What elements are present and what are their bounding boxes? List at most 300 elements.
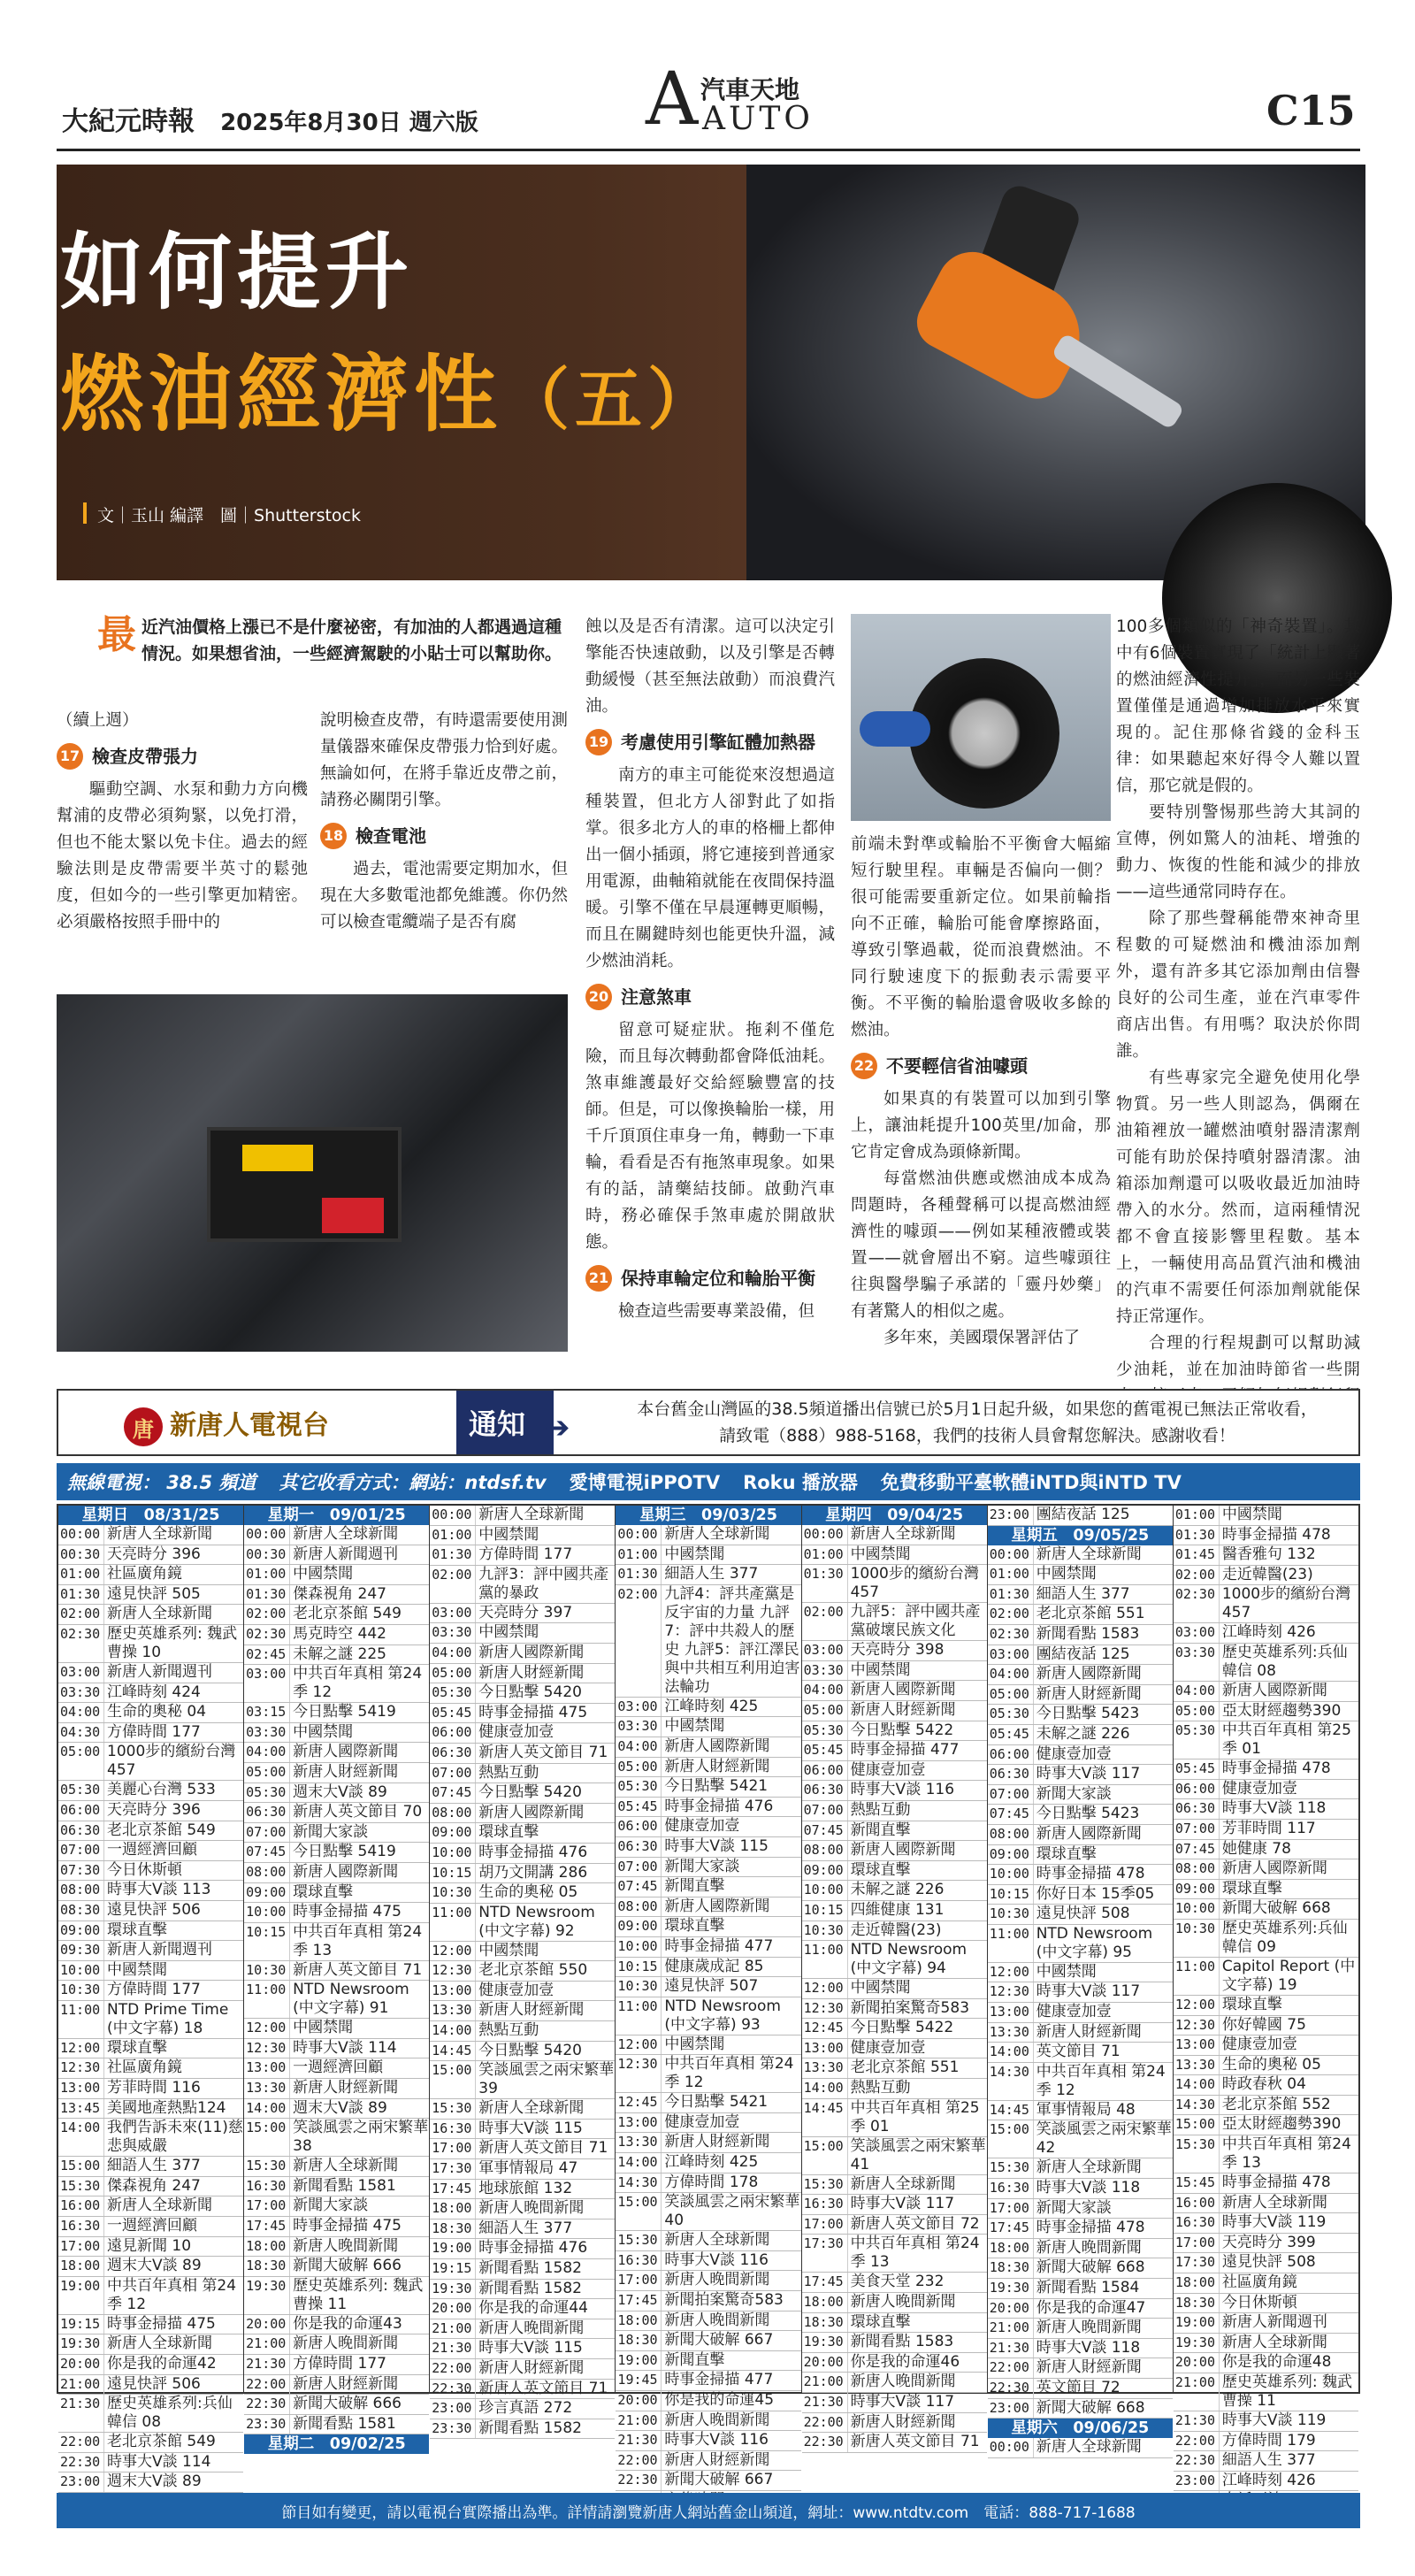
schedule-row [430, 1961, 615, 1982]
schedule-program: 新唐人國際新聞 [1221, 1681, 1327, 1699]
schedule-row [430, 2239, 615, 2259]
schedule-row [58, 2257, 243, 2277]
schedule-program: 新聞大破解 666 [293, 2395, 402, 2413]
schedule-time: 15:30 [430, 2099, 476, 2119]
schedule-program: 新唐人全球新聞 [664, 1525, 770, 1543]
schedule-row [988, 2319, 1173, 2339]
schedule-time: 05:30 [616, 1777, 662, 1797]
schedule-row [802, 2175, 987, 2196]
schedule-row [430, 2001, 615, 2021]
schedule-time: 23:30 [430, 2419, 476, 2439]
schedule-program: 今日點擊 5423 [1036, 1805, 1140, 1823]
schedule-row [430, 1644, 615, 1664]
schedule-time: 01:30 [802, 1565, 848, 1602]
schedule-time: 00:30 [58, 1545, 104, 1565]
schedule-time: 18:00 [58, 2257, 104, 2276]
schedule-time: 12:30 [430, 1961, 476, 1981]
schedule-time: 04:00 [1174, 1682, 1220, 1701]
schedule-time: 18:00 [616, 2312, 662, 2331]
schedule-program: 一週經濟回顧 [107, 2217, 197, 2235]
schedule-time: 06:30 [244, 1803, 290, 1822]
schedule-row [58, 2315, 243, 2335]
schedule-program: 新唐人財經新聞 [293, 2079, 399, 2097]
schedule-program: 軍事情報局 47 [478, 2159, 578, 2178]
schedule-time: 12:30 [58, 2058, 104, 2078]
schedule-time: 07:45 [430, 1783, 476, 1803]
schedule-row [1174, 1820, 1358, 1840]
schedule-program: 環球直擊 [1221, 1995, 1282, 2013]
schedule-time: 21:30 [430, 2339, 476, 2358]
schedule-row [1174, 1880, 1358, 1900]
schedule-time: 08:00 [244, 1863, 290, 1882]
schedule-program: 新唐人國際新聞 [1221, 1859, 1327, 1878]
schedule-time: 16:30 [430, 2120, 476, 2139]
schedule-row [244, 1665, 429, 1703]
schedule-program: 新唐人國際新聞 [478, 1643, 585, 1661]
schedule-row [430, 2159, 615, 2180]
ntd-seal-icon: 唐 [124, 1407, 163, 1446]
column-3 [585, 614, 835, 1325]
schedule-time: 04:30 [58, 1723, 104, 1743]
schedule-program: 健康壹加壹 [850, 2038, 926, 2057]
schedule-time: 03:30 [802, 1661, 848, 1681]
schedule-row [802, 2293, 987, 2313]
schedule-time: 18:30 [988, 2258, 1034, 2278]
schedule-program: 健康壹加壹 [850, 1760, 926, 1779]
schedule-time: 10:30 [58, 1981, 104, 2000]
schedule-time: 12:30 [244, 2039, 290, 2058]
schedule-time: 10:15 [802, 1901, 848, 1920]
notice-line2: 請致電（888）988-5168，我們的技術人員會幫您解決。感謝收看！ [719, 1426, 1235, 1445]
schedule-row [1174, 2432, 1358, 2452]
schedule-time: 21:30 [244, 2355, 290, 2374]
schedule-program: 江峰時刻 426 [1221, 1623, 1316, 1642]
schedule-row [802, 1979, 987, 1999]
schedule-row [1174, 2096, 1358, 2116]
schedule-row [430, 2359, 615, 2380]
schedule-row [616, 1997, 800, 2036]
schedule-program: 笑談風雲之兩宋繁華 42 [1036, 2120, 1172, 2158]
schedule-time: 00:00 [988, 1545, 1034, 1565]
schedule-time: 05:30 [988, 1705, 1034, 1724]
schedule-program: 新聞看點 1582 [478, 2419, 582, 2437]
schedule-program: 新唐人英文節目 71 [293, 1960, 423, 1979]
schedule-program: 新聞直擊 [850, 1821, 911, 1839]
schedule-row [616, 1737, 800, 1758]
section-20-body: 留意可疑症狀。拖剎不僅危險，而且每次轉動都會降低油耗。煞車維護最好交給經驗豐富的技師。但是，可以像換輪胎一樣，用千斤頂頂住車身一角，轉動一下車輪，看看是否有拖煞車現象。如果有的話，請藥結技師。啟動汽車時，務必確保手煞車處於開啟狀態。 [585, 1021, 835, 1252]
schedule-time: 05:00 [244, 1763, 290, 1782]
schedule-time: 14:00 [802, 2079, 848, 2098]
schedule-row [802, 2313, 987, 2334]
schedule-row [58, 2039, 243, 2059]
schedule-time: 11:00 [988, 1925, 1034, 1962]
schedule-program: 新唐人財經新聞 [850, 1700, 956, 1719]
schedule-column [244, 1506, 430, 2454]
schedule-time: 13:00 [58, 2079, 104, 2098]
schedule-row [616, 2055, 800, 2093]
schedule-row [430, 1723, 615, 1744]
schedule-program: 時事大V談 118 [1036, 2338, 1141, 2357]
schedule-program: 江峰時刻 426 [1221, 2471, 1316, 2489]
schedule-row [1174, 1721, 1358, 1760]
schedule-time: 02:00 [58, 1605, 104, 1624]
schedule-program: 健康壹加壹 [664, 2112, 740, 2131]
schedule-row [1174, 1920, 1358, 1958]
schedule-time: 12:00 [988, 1963, 1034, 1982]
schedule-time: 13:30 [802, 2058, 848, 2078]
schedule-time: 23:00 [1174, 2472, 1220, 2491]
schedule-program: 環球直擊 [664, 1917, 725, 1936]
schedule-program: 新唐人全球新聞 [107, 1605, 212, 1623]
schedule-time: 22:30 [802, 2433, 848, 2452]
schedule-row [1174, 2253, 1358, 2273]
schedule-time: 02:45 [244, 1645, 290, 1665]
schedule-program: 中國禁聞 [478, 1525, 539, 1544]
schedule-row [58, 2099, 243, 2120]
schedule-row [802, 2273, 987, 2293]
schedule-row [244, 1823, 429, 1844]
schedule-row [1174, 2135, 1358, 2174]
schedule-program: 今日點擊 5420 [478, 1783, 582, 1802]
schedule-program: 天亮時分 396 [107, 1800, 201, 1819]
credit-bar [83, 502, 87, 524]
schedule-row [616, 1958, 800, 1978]
schedule-row [616, 2093, 800, 2113]
section-17-title: 檢查皮帶張力 [92, 746, 198, 767]
schedule-time: 21:00 [58, 2375, 104, 2395]
schedule-program: 遠見快評 505 [107, 1584, 201, 1603]
schedule-row [430, 2419, 615, 2440]
section-19-title: 考慮使用引擎缸體加熱器 [621, 732, 815, 753]
schedule-time: 22:00 [988, 2358, 1034, 2378]
schedule-row [616, 2451, 800, 2472]
schedule-row [616, 2351, 800, 2372]
schedule-row [616, 2431, 800, 2451]
schedule-program: 新唐人財經新聞 [664, 2450, 770, 2469]
schedule-program: 新唐人晚間新聞 [664, 2411, 770, 2429]
schedule-row [988, 1745, 1173, 1766]
schedule-time: 04:00 [244, 1743, 290, 1762]
schedule-row [616, 1837, 800, 1858]
schedule-column [988, 1506, 1174, 2457]
schedule-row [58, 2433, 243, 2453]
schedule-row [802, 1525, 987, 1545]
schedule-time: 10:15 [244, 1923, 290, 1960]
schedule-row [802, 2393, 987, 2413]
schedule-program: 新聞看點 1581 [293, 2176, 396, 2195]
schedule-row [430, 2299, 615, 2319]
lead-dropcap: 最 [97, 612, 136, 657]
schedule-row [1174, 1545, 1358, 1566]
schedule-row [430, 2220, 615, 2240]
schedule-program: 週末大V談 89 [107, 2257, 202, 2275]
schedule-time: 19:30 [1174, 2334, 1220, 2353]
schedule-row [58, 1801, 243, 1821]
schedule-time: 14:00 [616, 2153, 662, 2173]
schedule-row [430, 1942, 615, 1962]
schedule-row [616, 1917, 800, 1937]
schedule-program: 你是我的命運47 [1036, 2298, 1146, 2317]
schedule-time: 10:00 [430, 1844, 476, 1863]
schedule-program: 方偉時間 177 [107, 1722, 201, 1741]
schedule-program: 時事金掃描 477 [850, 1741, 960, 1760]
schedule-time: 10:00 [802, 1881, 848, 1900]
column-3-top: 蝕以及是否有清潔。這可以決定引擎能否快速啟動，以及引擎是否轉動緩慢（甚至無法啟動）而浪費汽油。 [585, 617, 835, 716]
schedule-row [244, 2237, 429, 2258]
schedule-time: 21:30 [616, 2431, 662, 2450]
schedule-row [988, 1585, 1173, 1606]
ntd-logo [124, 1403, 329, 1446]
continued-note: （續上週） [57, 711, 139, 730]
schedule-program: 團結夜話 125 [1036, 1506, 1130, 1523]
schedule-program: 中國禁聞 [850, 1545, 911, 1563]
schedule-program: 新聞直擊 [664, 1877, 725, 1896]
schedule-row [802, 2195, 987, 2215]
schedule-program: 芳菲時間 116 [107, 2079, 201, 2097]
schedule-row [430, 2042, 615, 2062]
schedule-program: 新聞拍案驚奇583 [850, 1998, 970, 2017]
schedule-row [988, 1825, 1173, 1845]
column-5 [1116, 614, 1360, 1437]
column-2 [320, 708, 568, 936]
schedule-time: 11:00 [802, 1941, 848, 1978]
schedule-program: 新聞看點 1584 [1036, 2279, 1140, 2296]
schedule-time: 15:30 [1174, 2135, 1220, 2173]
schedule-row [616, 1777, 800, 1798]
schedule-program: 1000步的繽紛台灣 457 [1221, 1585, 1351, 1622]
schedule-time: 16:30 [616, 2251, 662, 2271]
masthead [62, 99, 478, 138]
notice-text [601, 1396, 1353, 1449]
schedule-time: 22:00 [244, 2375, 290, 2395]
column-4-body: 前端未對準或輪胎不平衡會大幅縮短行駛里程。車輛是否偏向一側？很可能需要重新定位。如果前輪指向不正確，輪胎可能會摩擦路面，導致引擎過載，從而浪費燃油。不同行駛速度下的振動表示需要平衡。不平衡的輪胎還會吸收多餘的燃油。 [851, 835, 1111, 1039]
schedule-program: 新唐人晚間新聞 [293, 2334, 399, 2353]
schedule-time: 03:00 [430, 1604, 476, 1623]
schedule-time: 12:45 [802, 2019, 848, 2038]
schedule-row [430, 1783, 615, 1804]
schedule-program: 遠見快評 508 [1036, 1905, 1130, 1923]
schedule-column [1174, 1506, 1358, 2489]
schedule-program: 遠見新聞 10 [107, 2236, 192, 2255]
schedule-time: 23:00 [988, 2399, 1034, 2419]
schedule-time: 18:00 [802, 2293, 848, 2312]
schedule-program: 新唐人晚間新聞 [664, 2311, 770, 2329]
schedule-row [1174, 1958, 1358, 1996]
page-number: C15 [1266, 87, 1356, 134]
schedule-program: 方偉時間 177 [293, 2355, 386, 2373]
schedule-time: 09:00 [802, 1861, 848, 1881]
schedule-row [616, 1977, 800, 1997]
schedule-program: 新唐人新聞週刊 [1221, 2313, 1327, 2332]
schedule-row [988, 1565, 1173, 1585]
column-1-body [57, 708, 308, 936]
schedule-program: 環球直擊 [1036, 1844, 1097, 1863]
schedule-program: 老北京茶館 551 [1036, 1605, 1145, 1623]
schedule-program: 新唐人國際新聞 [1036, 1665, 1142, 1683]
schedule-program: 九評3：評中國共產黨的暴政 [478, 1565, 609, 1602]
schedule-program: 一週經濟回顧 [107, 1841, 197, 1859]
schedule-time: 00:00 [988, 2438, 1034, 2457]
schedule-program: 九評4：評共產黨是反宇宙的力量 九評7：評中共殺人的歷史 九評5：評江澤民與中共相互利用迫害法輪功 [664, 1584, 800, 1696]
schedule-program: 馬克時空 442 [293, 1624, 386, 1643]
schedule-row [988, 2258, 1173, 2279]
section-21-heading [585, 1265, 835, 1292]
schedule-time: 03:00 [802, 1641, 848, 1660]
schedule-row [1174, 1840, 1358, 1860]
schedule-program: 時事大V談 114 [107, 2452, 211, 2471]
schedule-row [802, 1565, 987, 1603]
schedule-time: 17:30 [1174, 2253, 1220, 2273]
schedule-program: 珍言真語 272 [478, 2399, 573, 2418]
schedule-time: 19:30 [430, 2280, 476, 2299]
schedule-row [430, 1864, 615, 1884]
schedule-time: 10:00 [1174, 1899, 1220, 1919]
schedule-time: 06:30 [430, 1744, 476, 1763]
schedule-time: 14:45 [802, 2099, 848, 2136]
schedule-program: 老北京茶館 549 [107, 2433, 216, 2451]
schedule-program: 時事金掃描 476 [478, 1843, 588, 1861]
schedule-time: 05:30 [1174, 1721, 1220, 1759]
schedule-row [430, 1744, 615, 1764]
schedule-program: 新唐人全球新聞 [1221, 2333, 1327, 2351]
schedule-program: 今日休斯頓 [107, 1860, 182, 1879]
schedule-program: 新唐人晚間新聞 [664, 2271, 770, 2289]
schedule-time: 01:45 [1174, 1545, 1220, 1565]
schedule-program: 熱點互動 [850, 1800, 911, 1819]
schedule-row [430, 2180, 615, 2200]
schedule-row [58, 1525, 243, 1545]
schedule-program: 中共百年真相 第24季 12 [1036, 2062, 1166, 2099]
schedule-row [1174, 1799, 1358, 1820]
channel-number: 無線電視： 38.5 頻道 [67, 1472, 256, 1493]
schedule-time: 05:30 [430, 1683, 476, 1703]
schedule-program: 新唐人全球新聞 [293, 1525, 399, 1543]
schedule-program: 時事大V談 115 [664, 1836, 769, 1855]
schedule-program: 新唐人國際新聞 [664, 1736, 770, 1755]
schedule-program: 時事金掃描 475 [107, 2314, 216, 2333]
schedule-time: 11:00 [616, 1997, 662, 2035]
schedule-time: 12:00 [1174, 1996, 1220, 2015]
schedule-row [1174, 1780, 1358, 1800]
schedule-row [430, 1566, 615, 1604]
schedule-time: 01:00 [802, 1545, 848, 1565]
schedule-program: 醫香雅句 132 [1221, 1545, 1316, 1564]
schedule-program: 新聞大家談 [664, 1857, 740, 1875]
schedule-time: 21:00 [988, 2319, 1034, 2338]
schedule-program: 時政春秋 04 [1221, 2075, 1306, 2094]
schedule-program: NTD Newsroom (中文字幕) 92 [478, 1903, 595, 1940]
schedule-row [988, 1625, 1173, 1645]
schedule-row [988, 1905, 1173, 1925]
schedule-time: 08:00 [58, 1881, 104, 1900]
column-5-body2: 要特別警惕那些誇大其詞的宣傳，例如驚人的油耗、增強的動力、恢復的性能和減少的排放——這些通常同時存在。 [1116, 803, 1360, 901]
schedule-time: 08:00 [430, 1804, 476, 1823]
schedule-program: 週末大V談 89 [293, 2098, 387, 2117]
schedule-program: 歷史英雄系列:兵仙韓信 08 [1221, 1643, 1348, 1680]
schedule-time: 07:45 [802, 1821, 848, 1841]
schedule-time: 21:30 [1174, 2411, 1220, 2431]
schedule-program: 時事金掃描 475 [293, 1903, 402, 1921]
schedule-row [430, 2021, 615, 2042]
schedule-row [802, 1641, 987, 1661]
schedule-time: 00:00 [244, 1525, 290, 1545]
schedule-program: 生命的奧秘 04 [107, 1703, 207, 1721]
schedule-time: 07:45 [1174, 1840, 1220, 1859]
section-18-heading [320, 823, 568, 849]
section-logo [646, 55, 867, 143]
schedule-time: 14:00 [58, 2119, 104, 2156]
schedule-row [616, 2312, 800, 2332]
schedule-program: 時事大V談 117 [1036, 1982, 1141, 2001]
column-5-body3: 除了那些聲稱能帶來神奇里程數的可疑燃油和機油添加劑外，還有許多其它添加劑由信譽良好的公司生產，並在汽車零件商店出售。有用嗎？取決於你問誰。 [1116, 909, 1360, 1061]
schedule-program: 新聞大破解 668 [1221, 1899, 1331, 1918]
schedule-program: 笑談風雲之兩宋繁華 38 [293, 2119, 429, 2156]
schedule-program: 新唐人全球新聞 [850, 2174, 956, 2193]
schedule-time: 10:30 [616, 1977, 662, 1997]
schedule-row [244, 1703, 429, 1723]
section-21-number: 21 [585, 1265, 612, 1292]
schedule-row [58, 2001, 243, 2039]
section-20-number: 20 [585, 984, 612, 1010]
schedule-time: 21:30 [802, 2393, 848, 2412]
schedule-time: 20:00 [430, 2299, 476, 2319]
schedule-time: 06:00 [430, 1723, 476, 1743]
schedule-row [1174, 1899, 1358, 1920]
schedule-time: 02:00 [616, 1585, 662, 1697]
schedule-time: 01:00 [616, 1545, 662, 1565]
schedule-time: 11:00 [244, 1981, 290, 2018]
schedule-row [1174, 2353, 1358, 2373]
schedule-time: 05:30 [58, 1781, 104, 1800]
tire-shape [909, 658, 1059, 809]
schedule-row [616, 2391, 800, 2411]
schedule-time: 01:30 [1174, 1526, 1220, 1545]
schedule-row [244, 1743, 429, 1763]
schedule-program: 你是我的命運43 [293, 2314, 402, 2333]
schedule-row [802, 1721, 987, 1742]
schedule-program: 週末大V談 89 [107, 2472, 202, 2491]
schedule-program: 時事金掃描 478 [1221, 1525, 1331, 1544]
schedule-row [244, 2079, 429, 2099]
schedule-row [430, 1764, 615, 1784]
schedule-program: 今日點擊 5422 [850, 2019, 954, 2037]
schedule-row [244, 1783, 429, 1804]
schedule-row [802, 2333, 987, 2353]
section-20-title: 注意煞車 [621, 986, 692, 1008]
schedule-time: 02:30 [1174, 1585, 1220, 1622]
schedule-time: 23:00 [58, 2472, 104, 2492]
schedule-row [244, 1723, 429, 1744]
schedule-row [802, 2019, 987, 2039]
schedule-program: 你是我的命運45 [664, 2391, 775, 2409]
schedule-time: 19:00 [430, 2239, 476, 2258]
schedule-time: 06:00 [616, 1817, 662, 1836]
schedule-row [988, 2101, 1173, 2121]
schedule-time: 09:00 [988, 1845, 1034, 1865]
schedule-row [616, 2153, 800, 2174]
ntd-logo-text: 新唐人電視台 [170, 1410, 329, 1441]
schedule-row [988, 2438, 1173, 2458]
schedule-row [244, 2395, 429, 2415]
schedule-row [58, 2237, 243, 2258]
schedule-row [802, 2039, 987, 2059]
schedule-time: 06:00 [1174, 1780, 1220, 1799]
schedule-row [58, 2334, 243, 2355]
schedule-time: 03:00 [58, 1663, 104, 1683]
schedule-row [802, 2235, 987, 2273]
schedule-program: 中共百年真相 第24季 13 [850, 2235, 980, 2272]
schedule-time: 15:45 [1174, 2174, 1220, 2193]
